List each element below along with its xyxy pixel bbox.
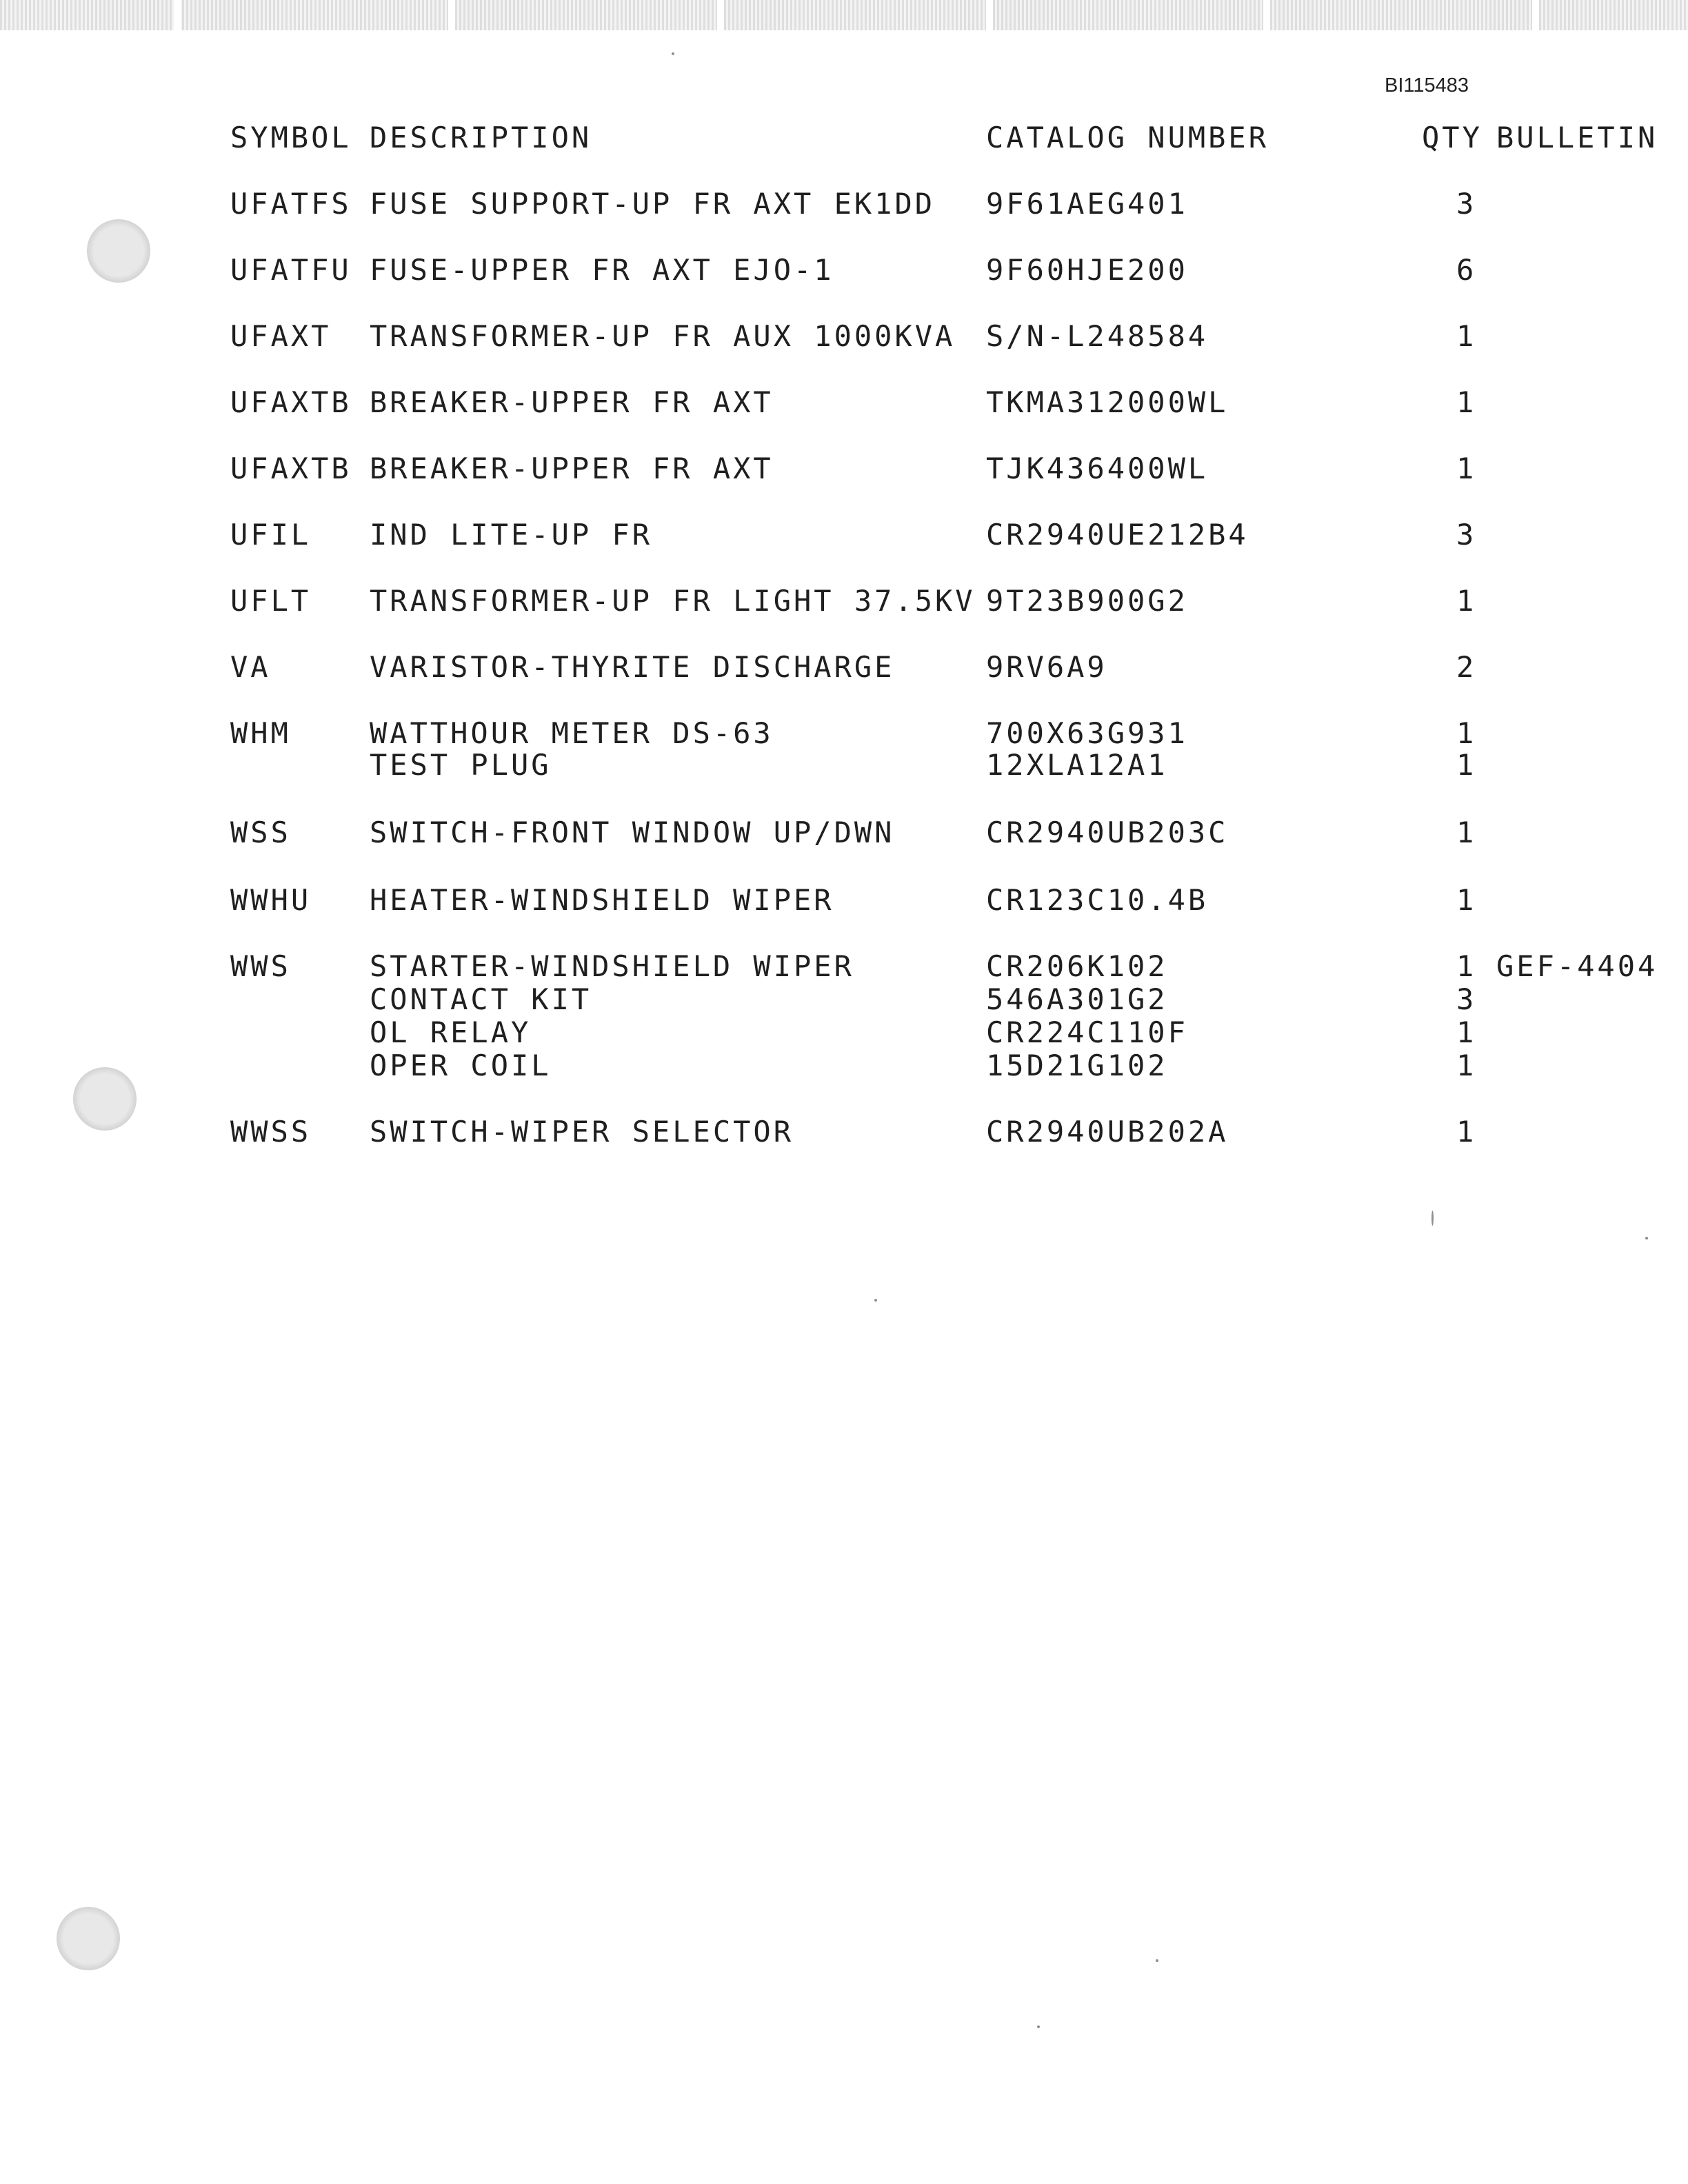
row-catalog-number: TKMA312000WL [986,385,1229,419]
row-description: WATTHOUR METER DS-63 [370,716,774,750]
row-qty: 1 [1456,1049,1477,1082]
row-qty: 1 [1456,1115,1477,1149]
row-catalog-number: 546A301G2 [986,982,1168,1016]
header-catalog-number: CATALOG NUMBER [986,121,1269,154]
row-description: SWITCH-WIPER SELECTOR [370,1115,794,1149]
row-description: OL RELAY [370,1015,532,1049]
row-description: STARTER-WINDSHIELD WIPER [370,949,854,983]
scan-gap [1263,0,1270,30]
row-description: FUSE SUPPORT-UP FR AXT EK1DD [370,187,936,221]
row-catalog-number: S/N-L248584 [986,319,1209,353]
row-qty: 1 [1456,883,1477,917]
scan-gap [1532,0,1539,30]
row-symbol: WSS [230,816,291,849]
header-description: DESCRIPTION [370,121,592,154]
row-catalog-number: TJK436400WL [986,452,1209,485]
row-catalog-number: 15D21G102 [986,1049,1168,1082]
scan-gap [986,0,993,30]
row-catalog-number: 9T23B900G2 [986,584,1188,618]
row-qty: 1 [1456,319,1477,353]
row-qty: 6 [1456,253,1477,287]
scan-artifact-bar [0,0,1688,30]
row-catalog-number: CR2940UE212B4 [986,518,1249,552]
row-symbol: UFIL [230,518,312,552]
row-symbol: UFATFS [230,187,352,221]
row-catalog-number: 9F61AEG401 [986,187,1188,221]
row-symbol: UFAXTB [230,452,352,485]
row-description: SWITCH-FRONT WINDOW UP/DWN [370,816,895,849]
row-qty: 3 [1456,187,1477,221]
punch-hole [57,1907,120,1970]
row-catalog-number: 9F60HJE200 [986,253,1188,287]
row-symbol: WWS [230,949,291,983]
row-catalog-number: CR224C110F [986,1015,1188,1049]
row-description: VARISTOR-THYRITE DISCHARGE [370,650,895,684]
scan-gap [448,0,455,30]
row-catalog-number: CR123C10.4B [986,883,1209,917]
header-symbol: SYMBOL [230,121,352,154]
scan-gap [717,0,724,30]
row-symbol: UFAXTB [230,385,352,419]
row-symbol: WWHU [230,883,312,917]
row-catalog-number: 700X63G931 [986,716,1188,750]
row-catalog-number: CR2940UB202A [986,1115,1229,1149]
header-qty: QTY [1422,121,1483,154]
row-catalog-number: 12XLA12A1 [986,748,1168,782]
scan-speck [1037,2025,1040,2028]
scan-gap [174,0,181,30]
row-catalog-number: CR2940UB203C [986,816,1229,849]
row-description: OPER COIL [370,1049,552,1082]
document-id: BI115483 [1385,74,1469,97]
scan-speck [874,1299,877,1302]
row-qty: 1 [1456,1015,1477,1049]
row-description: HEATER-WINDSHIELD WIPER [370,883,834,917]
row-description: IND LITE-UP FR [370,518,653,552]
row-qty: 1 [1456,716,1477,750]
punch-hole [87,219,150,283]
scan-speck [1156,1959,1158,1962]
row-description: CONTACT KIT [370,982,592,1016]
row-description: FUSE-UPPER FR AXT EJO-1 [370,253,834,287]
row-qty: 1 [1456,452,1477,485]
scan-speck [1645,1237,1648,1240]
row-qty: 1 [1456,385,1477,419]
row-qty: 1 [1456,949,1477,983]
row-qty: 3 [1456,982,1477,1016]
row-bulletin: GEF-4404 [1496,949,1658,983]
scan-speck [672,52,674,55]
row-qty: 1 [1456,816,1477,849]
row-symbol: UFLT [230,584,312,618]
row-catalog-number: CR206K102 [986,949,1168,983]
row-catalog-number: 9RV6A9 [986,650,1107,684]
row-qty: 2 [1456,650,1477,684]
row-symbol: WWSS [230,1115,312,1149]
row-description: TRANSFORMER-UP FR LIGHT 37.5KV [370,584,976,618]
row-qty: 1 [1456,748,1477,782]
row-qty: 1 [1456,584,1477,618]
scan-speck [1431,1211,1434,1226]
row-description: BREAKER-UPPER FR AXT [370,452,774,485]
row-symbol: UFAXT [230,319,332,353]
header-bulletin: BULLETIN [1496,121,1658,154]
row-symbol: UFATFU [230,253,352,287]
row-symbol: WHM [230,716,291,750]
row-description: TEST PLUG [370,748,552,782]
row-description: TRANSFORMER-UP FR AUX 1000KVA [370,319,956,353]
row-description: BREAKER-UPPER FR AXT [370,385,774,419]
row-qty: 3 [1456,518,1477,552]
row-symbol: VA [230,650,271,684]
punch-hole [73,1067,137,1131]
